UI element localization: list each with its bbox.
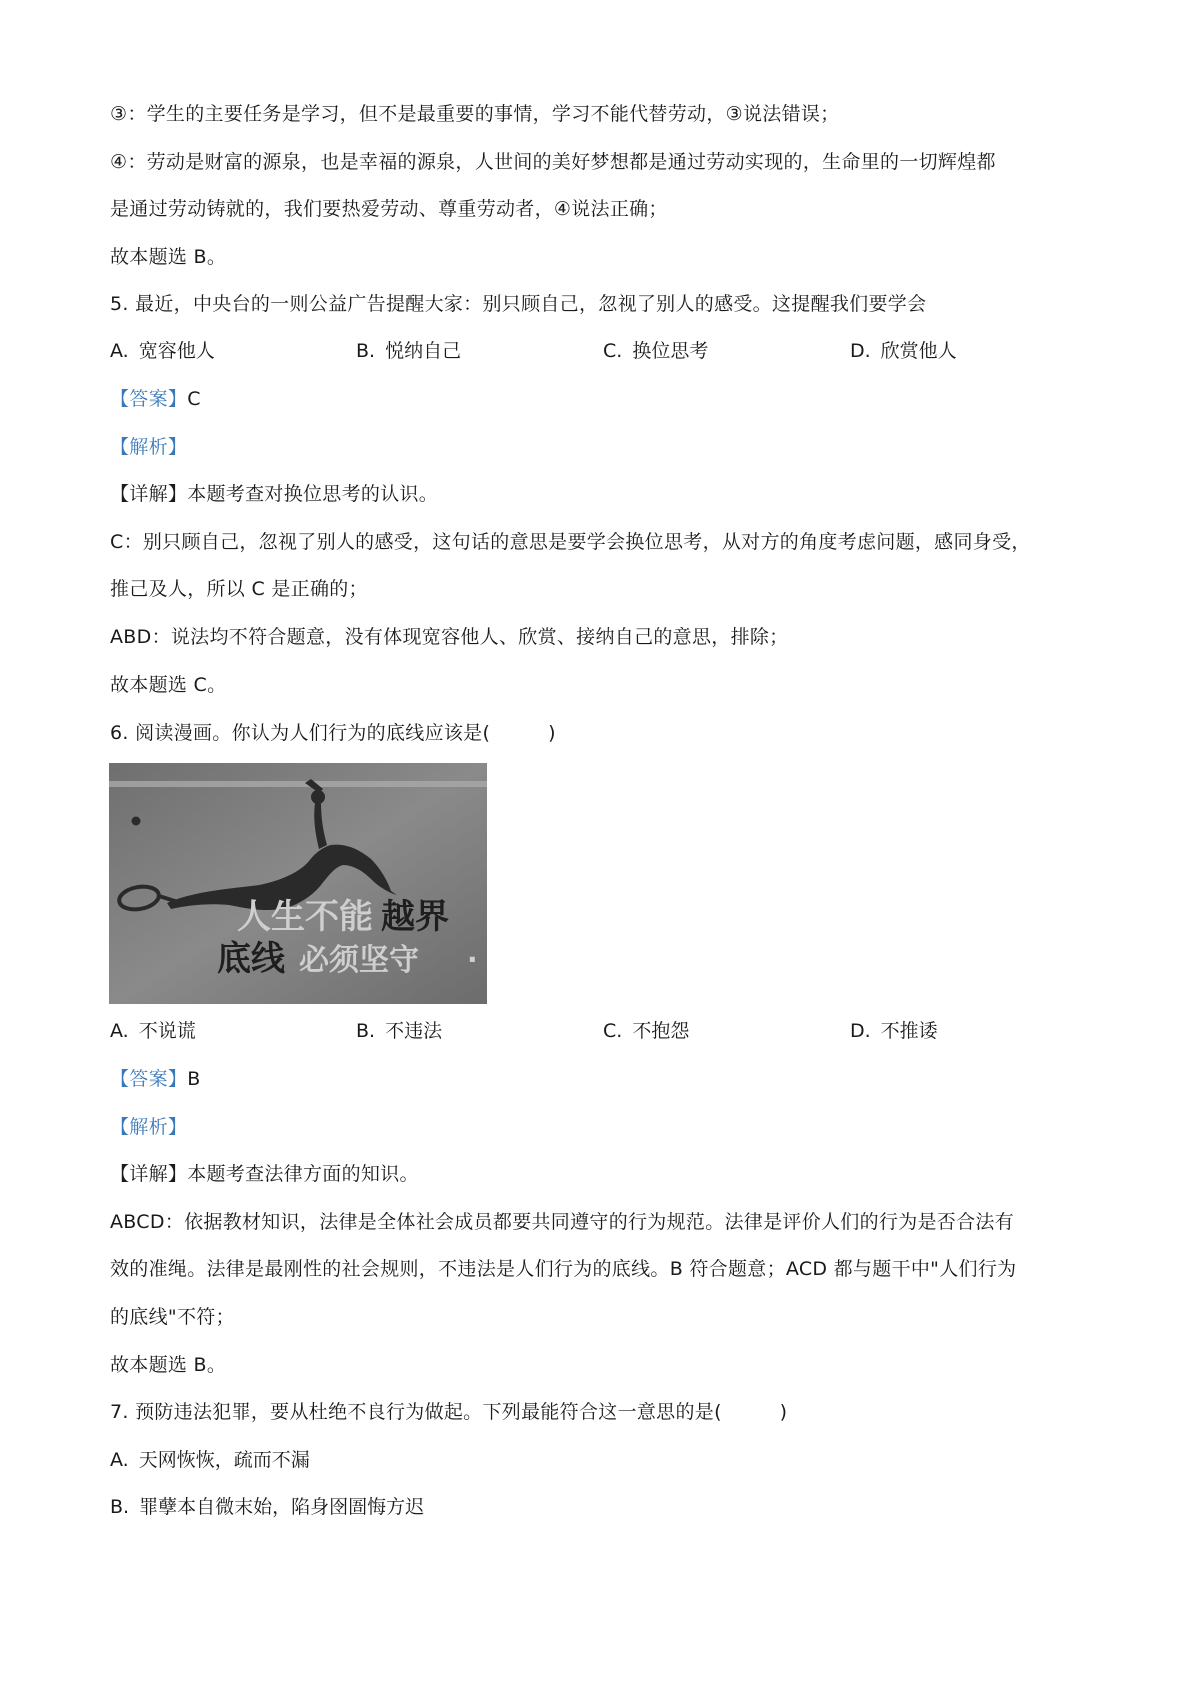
option-text: 天网恢恢，疏而不漏 bbox=[138, 1449, 310, 1471]
option-key: C. bbox=[603, 340, 623, 362]
q6-answer bbox=[110, 1064, 201, 1094]
q5-option-c bbox=[603, 336, 708, 366]
option-key: A. bbox=[110, 340, 129, 362]
q6-conclusion: 故本题选 B。 bbox=[110, 1354, 227, 1376]
q6-analysis-tag: 【解析】 bbox=[110, 1116, 188, 1138]
question-6-stem: 6. 阅读漫画。你认为人们行为的底线应该是( ) bbox=[110, 722, 556, 744]
q5-answer bbox=[110, 384, 201, 414]
slogan-line1-b: 越界 bbox=[381, 897, 449, 937]
tennis-ball bbox=[132, 817, 141, 826]
q5-explanation: 推己及人，所以 C 是正确的； bbox=[110, 578, 368, 600]
q6-option-d bbox=[850, 1016, 938, 1046]
q6-explanation: ABCD：依据教材知识，法律是全体社会成员都要共同遵守的行为规范。法律是评价人们的行为是否合法有 bbox=[110, 1211, 1014, 1233]
q5-option-b bbox=[356, 336, 461, 366]
q6-option-c bbox=[603, 1016, 689, 1046]
conclusion-line: 故本题选 B。 bbox=[110, 246, 227, 268]
q6-option-b bbox=[356, 1016, 442, 1046]
q5-detail: 【详解】本题考查对换位思考的认识。 bbox=[110, 483, 439, 505]
option-text: 不抱怨 bbox=[632, 1020, 690, 1042]
text-line: ③：学生的主要任务是学习，但不是最重要的事情，学习不能代替劳动，③说法错误； bbox=[110, 103, 840, 125]
q5-option-d bbox=[850, 336, 957, 366]
option-key: D. bbox=[850, 340, 871, 362]
option-key: B. bbox=[356, 1020, 376, 1042]
option-text: 不违法 bbox=[385, 1020, 443, 1042]
q6-detail: 【详解】本题考查法律方面的知识。 bbox=[110, 1163, 419, 1185]
slogan-line1-a: 人生不能 bbox=[237, 897, 373, 937]
slogan-line2-a: 底线 bbox=[217, 939, 285, 979]
q5-explanation: C：别只顾自己，忽视了别人的感受，这句话的意思是要学会换位思考，从对方的角度考虑问题，感同身受， bbox=[110, 531, 1031, 553]
option-key: C. bbox=[603, 1020, 623, 1042]
option-text: 不推诿 bbox=[880, 1020, 938, 1042]
slogan-line2-b: 必须坚守 bbox=[299, 943, 419, 978]
option-text: 换位思考 bbox=[632, 340, 709, 362]
option-text: 欣赏他人 bbox=[880, 340, 957, 362]
q7-option-a bbox=[110, 1445, 310, 1475]
q5-explanation: ABD：说法均不符合题意，没有体现宽容他人、欣赏、接纳自己的意思，排除； bbox=[110, 626, 789, 648]
option-text: 不说谎 bbox=[138, 1020, 196, 1042]
slogan-dot: · bbox=[467, 943, 478, 976]
answer-value: B bbox=[187, 1068, 201, 1090]
answer-tag: 【答案】 bbox=[110, 388, 188, 410]
option-key: A. bbox=[110, 1020, 129, 1042]
q5-option-a bbox=[110, 336, 215, 366]
question-5-stem: 5. 最近，中央台的一则公益广告提醒大家：别只顾自己，忽视了别人的感受。这提醒我们要学会 bbox=[110, 293, 927, 315]
answer-tag: 【答案】 bbox=[110, 1068, 188, 1090]
option-text: 宽容他人 bbox=[138, 340, 215, 362]
q7-option-b bbox=[110, 1492, 424, 1522]
text-line: 是通过劳动铸就的，我们要热爱劳动、尊重劳动者，④说法正确； bbox=[110, 198, 668, 220]
option-text: 悦纳自己 bbox=[385, 340, 462, 362]
cartoon-image bbox=[109, 763, 487, 1004]
answer-value: C bbox=[187, 388, 201, 410]
option-key: B. bbox=[110, 1496, 130, 1518]
option-key: D. bbox=[850, 1020, 871, 1042]
option-key: B. bbox=[356, 340, 376, 362]
q6-explanation: 的底线"不符； bbox=[110, 1306, 235, 1328]
q5-analysis-tag: 【解析】 bbox=[110, 436, 188, 458]
q6-explanation: 效的准绳。法律是最刚性的社会规则，不违法是人们行为的底线。B 符合题意；ACD 都与题干中"人们行为 bbox=[110, 1258, 1017, 1280]
q6-option-a bbox=[110, 1016, 196, 1046]
q5-conclusion: 故本题选 C。 bbox=[110, 674, 227, 696]
court-line bbox=[109, 781, 487, 787]
option-key: A. bbox=[110, 1449, 129, 1471]
option-text: 罪孽本自微末始，陷身囹圄悔方迟 bbox=[139, 1496, 425, 1518]
question-7-stem: 7. 预防违法犯罪，要从杜绝不良行为做起。下列最能符合这一意思的是( ) bbox=[110, 1401, 788, 1423]
text-line: ④：劳动是财富的源泉，也是幸福的源泉，人世间的美好梦想都是通过劳动实现的，生命里的一切辉煌都 bbox=[110, 151, 996, 173]
